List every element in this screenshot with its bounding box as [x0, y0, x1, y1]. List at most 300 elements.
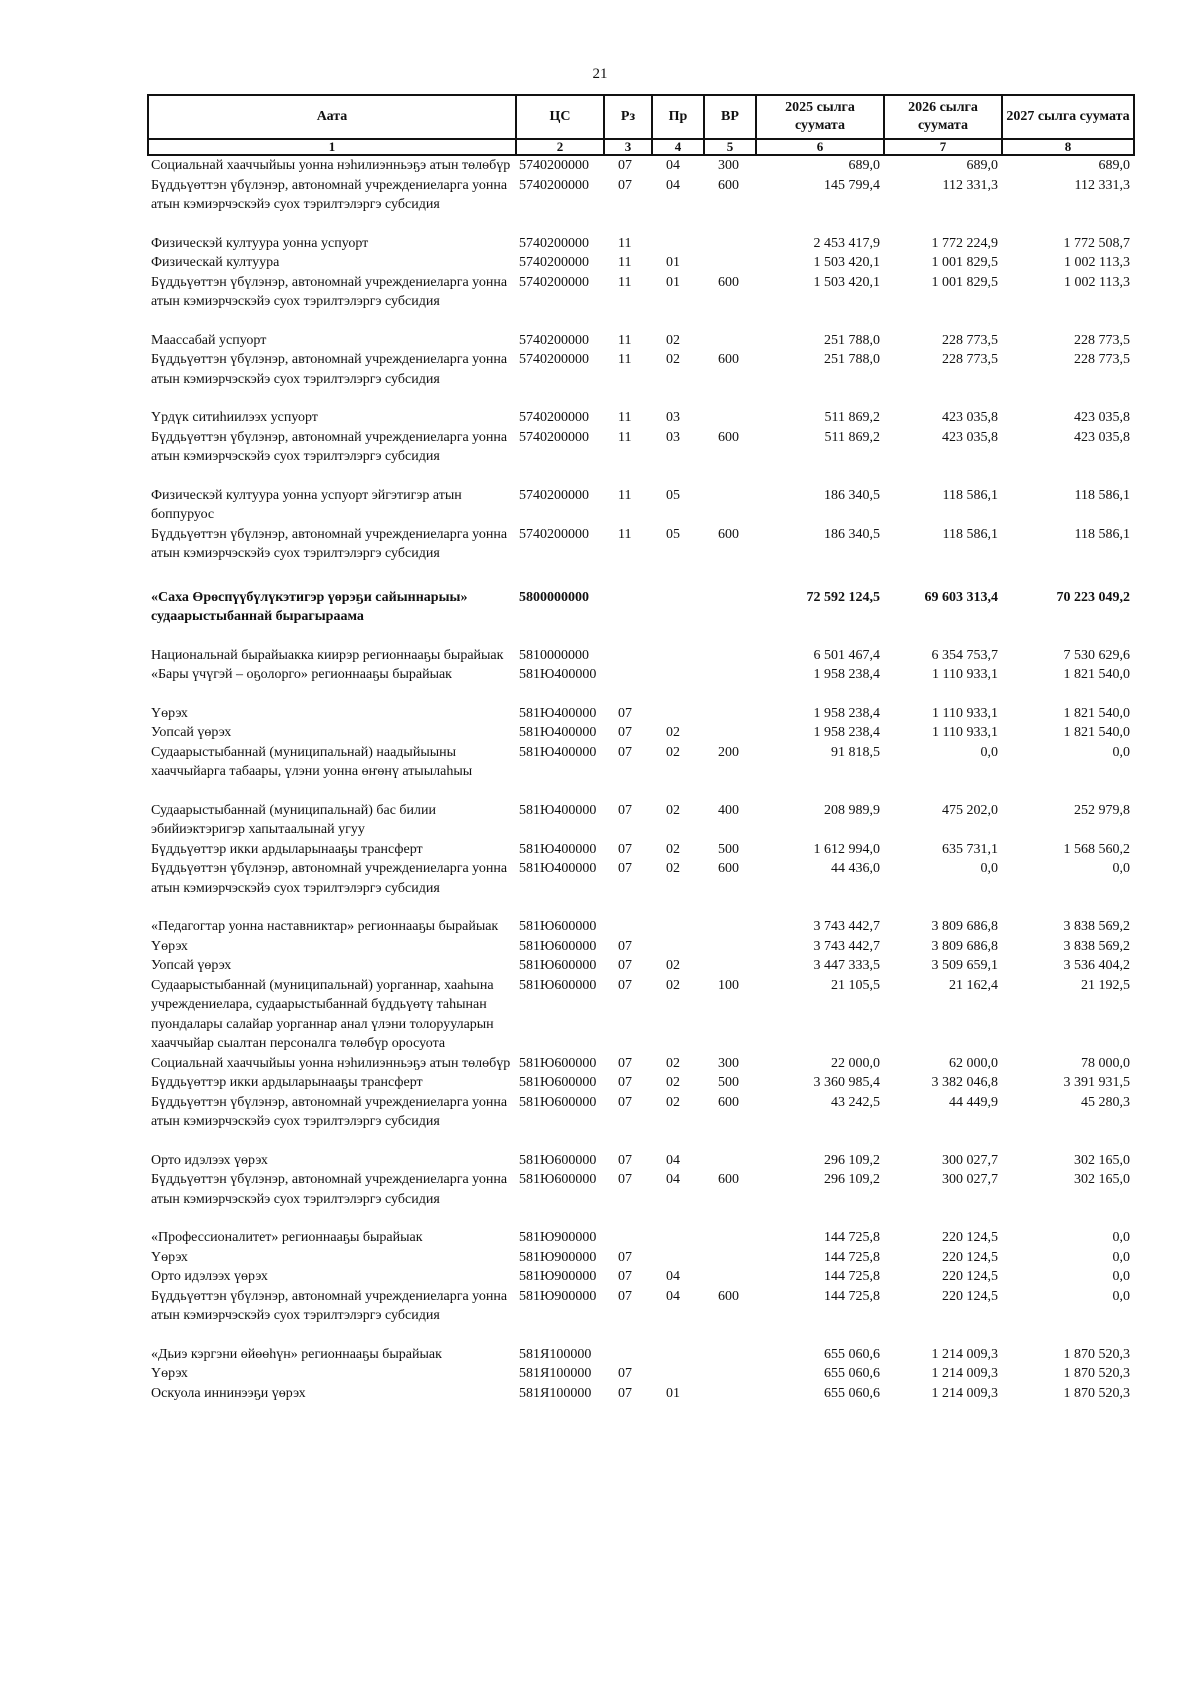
row-spacer: [148, 1209, 1134, 1228]
row-pr: [652, 1345, 704, 1365]
row-pr: 02: [666, 841, 680, 857]
row-value-2027: 3 838 569,2: [1063, 919, 1130, 934]
row-pr: 04: [666, 1152, 680, 1168]
row-pr: 02: [666, 1075, 680, 1090]
table-row: [148, 956, 1134, 976]
table-row: [148, 1151, 1134, 1171]
table-row: [148, 937, 1134, 957]
row-value-2026: 1 110 933,1: [932, 667, 998, 682]
row-value-2025: 144 725,8: [824, 1269, 880, 1284]
row-value-2025: 655 060,6: [824, 1385, 880, 1401]
row-value-2027: 21 192,5: [1081, 977, 1130, 993]
row-vr: [704, 234, 756, 254]
row-cs: 5740200000: [519, 487, 589, 503]
row-vr: 600: [718, 177, 739, 193]
row-name: Бүддьүөттэн үбүлэнэр, автономнай учреждениеларга уонна атын кэмиэрчэскэйэ суох тэрилтэлэргэ субсидия: [151, 1094, 508, 1129]
row-vr: 600: [718, 429, 739, 445]
header-2026: 2026 сылга суумата: [884, 95, 1002, 139]
row-pr: 01: [666, 255, 680, 270]
row-vr: [704, 1267, 756, 1287]
row-value-2025: 655 060,6: [824, 1346, 880, 1362]
row-spacer: [148, 1326, 1134, 1345]
row-value-2026: 220 124,5: [942, 1230, 998, 1245]
row-rz: 07: [618, 1269, 632, 1284]
row-rz: 11: [618, 526, 632, 542]
row-vr: [704, 1364, 756, 1384]
table-row: [148, 859, 1134, 898]
row-vr: 600: [718, 274, 739, 290]
row-value-2027: 7 530 629,6: [1063, 647, 1130, 663]
row-cs: 5740200000: [519, 158, 589, 173]
row-rz: 11: [618, 429, 632, 445]
row-rz: 07: [618, 1152, 632, 1168]
row-pr: [652, 588, 704, 627]
table-row: [148, 976, 1134, 1054]
row-vr: [704, 723, 756, 743]
row-cs: 581Ю600000: [519, 1172, 597, 1187]
table-row: [148, 1345, 1134, 1365]
row-cs: 581Ю900000: [519, 1288, 597, 1304]
table-row: [148, 840, 1134, 860]
row-value-2027: 1 870 520,3: [1063, 1346, 1130, 1362]
row-value-2026: 635 731,1: [942, 841, 998, 857]
row-rz: 11: [618, 332, 632, 348]
row-value-2027: 3 838 569,2: [1063, 938, 1130, 954]
row-value-2026: 1 214 009,3: [931, 1385, 998, 1401]
row-value-2026: 118 586,1: [942, 526, 998, 542]
row-cs: 5740200000: [519, 255, 589, 270]
row-value-2025: 21 105,5: [831, 977, 880, 993]
row-value-2026: 1 214 009,3: [931, 1346, 998, 1362]
row-name: Бүддьүөттэр икки ардыларынааҕы трансферт: [151, 1075, 423, 1090]
row-value-2026: 3 382 046,8: [931, 1075, 998, 1090]
table-row: [148, 253, 1134, 273]
row-rz: 07: [618, 1288, 632, 1304]
row-spacer: [148, 685, 1134, 704]
row-rz: [604, 665, 652, 685]
row-name: Үөрэх: [151, 938, 188, 954]
row-value-2025: 3 743 442,7: [813, 938, 880, 954]
row-name: Социальнай хааччыйыы уонна нэһилиэнньэҕэ атын төлөбүр: [151, 1055, 511, 1071]
row-rz: 07: [618, 177, 632, 193]
row-value-2025: 144 725,8: [824, 1288, 880, 1304]
row-cs: 581Ю400000: [519, 841, 597, 857]
row-rz: 07: [618, 158, 632, 173]
row-value-2027: 118 586,1: [1074, 526, 1130, 542]
row-cs: 581Ю600000: [519, 977, 597, 993]
row-name: Уопсай үөрэх: [151, 725, 232, 740]
row-name: «Бары үчүгэй – оҕолорго» регионнааҕы бырайыак: [151, 667, 452, 682]
row-value-2026: 69 603 313,4: [924, 589, 998, 605]
table-row: [148, 1093, 1134, 1132]
row-cs: 581Я100000: [519, 1385, 592, 1401]
row-value-2026: 300 027,7: [942, 1152, 998, 1168]
row-value-2027: 1 821 540,0: [1063, 667, 1130, 682]
row-value-2027: 45 280,3: [1081, 1094, 1130, 1110]
table-row: [148, 1248, 1134, 1268]
row-rz: 07: [618, 705, 632, 721]
row-value-2026: 220 124,5: [942, 1288, 998, 1304]
row-pr: 05: [666, 526, 680, 542]
row-vr: [704, 917, 756, 937]
row-rz: 07: [618, 938, 632, 954]
row-value-2026: 423 035,8: [942, 410, 998, 425]
row-name: Бүддьүөттэн үбүлэнэр, автономнай учреждениеларга уонна атын кэмиэрчэскэйэ суох тэрилтэлэргэ субсидия: [151, 1172, 508, 1207]
row-name: Бүддьүөттэн үбүлэнэр, автономнай учреждениеларга уонна атын кэмиэрчэскэйэ суох тэрилтэлэргэ субсидия: [151, 1288, 508, 1323]
row-pr: [652, 917, 704, 937]
row-vr: [704, 331, 756, 351]
row-vr: [704, 665, 756, 685]
row-value-2026: 21 162,4: [949, 977, 998, 993]
row-value-2025: 296 109,2: [824, 1152, 880, 1168]
row-name: Үөрэх: [151, 705, 188, 721]
row-value-2027: 423 035,8: [1074, 429, 1130, 445]
row-spacer: [148, 564, 1134, 588]
row-value-2027: 228 773,5: [1074, 352, 1130, 367]
row-rz: [604, 917, 652, 937]
row-value-2025: 208 989,9: [824, 802, 880, 818]
row-value-2026: 689,0: [966, 158, 998, 173]
row-name: Судаарыстыбаннай (муниципальнай) бас билии эбийиэктэригэр хапытаалынай угуу: [151, 802, 437, 837]
row-vr: [704, 956, 756, 976]
table-body: [148, 155, 1134, 1403]
row-name: Үөрэх: [151, 1366, 188, 1381]
row-value-2026: 1 110 933,1: [932, 725, 998, 740]
row-vr: 500: [718, 841, 739, 857]
row-pr: 02: [666, 725, 680, 740]
row-spacer: [148, 467, 1134, 486]
row-name: Үөрэх: [151, 1249, 188, 1265]
row-value-2027: 0,0: [1112, 1288, 1130, 1304]
row-value-2025: 72 592 124,5: [806, 589, 880, 605]
row-vr: [704, 704, 756, 724]
row-pr: 02: [666, 332, 680, 348]
row-cs: 581Ю600000: [519, 938, 597, 954]
row-name: Бүддьүөттэн үбүлэнэр, автономнай учреждениеларга уонна атын кэмиэрчэскэйэ суох тэрилтэлэргэ субсидия: [151, 429, 508, 464]
row-value-2026: 220 124,5: [942, 1249, 998, 1265]
row-value-2025: 689,0: [848, 158, 880, 173]
row-value-2026: 44 449,9: [949, 1094, 998, 1110]
row-value-2025: 186 340,5: [824, 526, 880, 542]
row-value-2026: 1 001 829,5: [931, 255, 998, 270]
table-row: [148, 1170, 1134, 1209]
row-value-2025: 1 503 420,1: [813, 255, 880, 270]
row-spacer: [148, 1132, 1134, 1151]
row-rz: [604, 646, 652, 666]
row-rz: 11: [618, 410, 632, 425]
row-vr: [704, 646, 756, 666]
row-vr: 100: [718, 977, 739, 993]
row-value-2026: 423 035,8: [942, 429, 998, 445]
table-row: [148, 917, 1134, 937]
row-value-2027: 3 536 404,2: [1063, 958, 1130, 973]
row-pr: [652, 234, 704, 254]
row-name: Национальнай бырайыакка киирэр регионнааҕы бырайыак: [151, 647, 504, 663]
row-value-2027: 1 568 560,2: [1063, 841, 1130, 857]
row-value-2027: 70 223 049,2: [1056, 589, 1130, 605]
row-value-2027: 1 870 520,3: [1063, 1366, 1130, 1381]
row-pr: 03: [666, 410, 680, 425]
table-row: [148, 350, 1134, 389]
row-rz: 07: [618, 1055, 632, 1071]
row-value-2027: 1 772 508,7: [1063, 235, 1130, 251]
row-value-2027: 228 773,5: [1074, 332, 1130, 348]
row-cs: 5740200000: [519, 332, 589, 348]
column-number: 8: [1002, 139, 1134, 155]
row-value-2025: 1 612 994,0: [813, 841, 880, 857]
row-value-2025: 3 360 985,4: [813, 1075, 880, 1090]
row-rz: 07: [618, 1385, 632, 1401]
row-value-2025: 655 060,6: [824, 1366, 880, 1381]
row-name: Физическай култуура: [151, 255, 280, 270]
row-value-2026: 1 001 829,5: [931, 274, 998, 290]
row-spacer: [148, 782, 1134, 801]
row-spacer: [148, 627, 1134, 646]
row-rz: 07: [618, 1172, 632, 1187]
column-number: 7: [884, 139, 1002, 155]
table-row: [148, 1267, 1134, 1287]
header-name: Аата: [148, 95, 516, 139]
row-rz: 07: [618, 1366, 632, 1381]
row-value-2025: 296 109,2: [824, 1172, 880, 1187]
column-number: 5: [704, 139, 756, 155]
row-cs: 581Ю400000: [519, 725, 597, 740]
header-cs: ЦС: [516, 95, 604, 139]
row-value-2025: 44 436,0: [831, 861, 880, 876]
row-vr: [704, 1345, 756, 1365]
row-name: Судаарыстыбаннай (муниципальнай) уорганнар, хааһына учреждениелара, судаарыстыбаннай бүддьүөтү таһынан пуондалары салайар уорганнар анал үлэни толорууларын хааччыйар сыалтан персоналга төлөбүр оросуота: [151, 977, 494, 1051]
row-pr: 01: [666, 1385, 680, 1401]
row-vr: 600: [718, 1288, 739, 1304]
table-row: [148, 1364, 1134, 1384]
row-value-2026: 228 773,5: [942, 352, 998, 367]
row-name: «Профессионалитет» регионнааҕы бырайыак: [151, 1230, 423, 1245]
row-name: Бүддьүөттэн үбүлэнэр, автономнай учреждениеларга уонна атын кэмиэрчэскэйэ суох тэрилтэлэргэ субсидия: [151, 352, 508, 387]
row-value-2025: 1 958 238,4: [813, 667, 880, 682]
row-cs: 581Ю600000: [519, 919, 597, 934]
row-pr: 04: [666, 177, 680, 193]
column-numbers-row: [148, 139, 1134, 155]
row-cs: 5740200000: [519, 410, 589, 425]
row-pr: 02: [666, 744, 680, 760]
row-pr: [652, 937, 704, 957]
row-value-2027: 1 821 540,0: [1063, 725, 1130, 740]
column-number: 1: [148, 139, 516, 155]
table-row: [148, 743, 1134, 782]
row-cs: 5740200000: [519, 274, 589, 290]
row-value-2027: 302 165,0: [1074, 1152, 1130, 1168]
row-vr: 600: [718, 352, 739, 367]
row-rz: 11: [618, 274, 632, 290]
row-value-2025: 3 743 442,7: [813, 919, 880, 934]
row-name: Бүддьүөттэн үбүлэнэр, автономнай учреждениеларга уонна атын кэмиэрчэскэйэ суох тэрилтэлэргэ субсидия: [151, 274, 508, 309]
row-value-2027: 252 979,8: [1074, 802, 1130, 818]
row-value-2026: 3 809 686,8: [931, 919, 998, 934]
row-spacer: [148, 312, 1134, 331]
table-row: [148, 525, 1134, 564]
row-value-2027: 118 586,1: [1074, 487, 1130, 503]
row-name: Бүддьүөттэн үбүлэнэр, автономнай учреждениеларга уонна атын кэмиэрчэскэйэ суох тэрилтэлэргэ субсидия: [151, 526, 508, 561]
column-number: 3: [604, 139, 652, 155]
row-vr: 600: [718, 861, 739, 876]
row-value-2025: 145 799,4: [824, 177, 880, 193]
row-value-2027: 423 035,8: [1074, 410, 1130, 425]
row-pr: [652, 704, 704, 724]
row-cs: 5740200000: [519, 526, 589, 542]
header-rz: Рз: [604, 95, 652, 139]
row-rz: 07: [618, 861, 632, 876]
table-row: [148, 408, 1134, 428]
table-row: [148, 428, 1134, 467]
row-name: Оскуола иннинээҕи үөрэх: [151, 1385, 306, 1401]
row-vr: [704, 408, 756, 428]
row-name: Физическэй култуура уонна успуорт: [151, 235, 369, 251]
row-cs: 5740200000: [519, 429, 589, 445]
table-header: [148, 95, 1134, 139]
row-value-2025: 511 869,2: [824, 429, 880, 445]
row-vr: [704, 937, 756, 957]
row-value-2025: 1 958 238,4: [813, 725, 880, 740]
table-row: [148, 155, 1134, 176]
row-value-2025: 6 501 467,4: [813, 647, 880, 663]
row-value-2026: 0,0: [980, 861, 998, 876]
row-name: «Саха Өрөспүүбүлүкэтигэр үөрэҕи сайыннарыы» судаарыстыбаннай бырагыраама: [151, 589, 468, 624]
row-spacer: [148, 215, 1134, 234]
row-vr: 500: [718, 1075, 739, 1090]
row-pr: 04: [666, 1172, 680, 1187]
row-cs: 581Ю400000: [519, 667, 597, 682]
row-vr: 300: [718, 1055, 739, 1071]
row-value-2027: 1 002 113,3: [1064, 274, 1130, 290]
row-vr: 600: [718, 1094, 739, 1110]
row-rz: [604, 588, 652, 627]
row-cs: 5740200000: [519, 352, 589, 367]
table-row: [148, 723, 1134, 743]
column-number: 4: [652, 139, 704, 155]
page-number: 21: [592, 66, 608, 82]
row-vr: [704, 1248, 756, 1268]
row-value-2025: 251 788,0: [824, 332, 880, 348]
row-name: «Дьиэ кэргэни өйөөһүн» регионнааҕы бырайыак: [151, 1346, 442, 1362]
row-value-2026: 0,0: [980, 744, 998, 760]
row-cs: 581Ю600000: [519, 1094, 597, 1110]
row-value-2025: 511 869,2: [824, 410, 880, 425]
row-pr: 05: [666, 487, 680, 503]
row-vr: 300: [718, 158, 739, 173]
row-cs: 5800000000: [519, 589, 589, 605]
row-rz: [604, 1345, 652, 1365]
row-value-2025: 144 725,8: [824, 1230, 880, 1245]
row-value-2027: 302 165,0: [1074, 1172, 1130, 1187]
row-cs: 5740200000: [519, 177, 589, 193]
row-pr: 02: [666, 861, 680, 876]
row-vr: 600: [718, 526, 739, 542]
row-rz: 07: [618, 977, 632, 993]
row-name: Бүддьүөттэн үбүлэнэр, автономнай учреждениеларга уонна атын кэмиэрчэскэйэ суох тэрилтэлэргэ субсидия: [151, 861, 508, 896]
row-rz: [604, 1228, 652, 1248]
row-vr: 600: [718, 1172, 739, 1187]
row-value-2026: 475 202,0: [942, 802, 998, 818]
budget-table: [147, 94, 1135, 1403]
row-cs: 5810000000: [519, 647, 589, 663]
row-vr: [704, 1228, 756, 1248]
row-cs: 581Ю400000: [519, 861, 597, 876]
header-pr: Пр: [652, 95, 704, 139]
row-value-2026: 6 354 753,7: [931, 647, 998, 663]
row-value-2027: 0,0: [1112, 744, 1130, 760]
table-row: [148, 234, 1134, 254]
row-pr: 04: [666, 1288, 680, 1304]
table-row: [148, 704, 1134, 724]
row-cs: 581Ю400000: [519, 705, 597, 721]
row-pr: 02: [666, 352, 680, 367]
row-pr: [652, 1228, 704, 1248]
row-name: Үрдүк ситиһиилээх успуорт: [151, 410, 318, 425]
table-row: [148, 646, 1134, 666]
row-value-2025: 251 788,0: [824, 352, 880, 367]
row-name: Бүддьүөттэр икки ардыларынааҕы трансферт: [151, 841, 423, 857]
row-cs: 581Ю600000: [519, 1075, 597, 1090]
row-pr: 02: [666, 977, 680, 993]
row-pr: [652, 1364, 704, 1384]
row-value-2026: 1 772 224,9: [931, 235, 998, 251]
row-vr: [704, 1151, 756, 1171]
row-pr: 02: [666, 958, 680, 973]
row-value-2026: 1 214 009,3: [931, 1366, 998, 1381]
row-cs: 581Ю600000: [519, 958, 597, 973]
row-name: Маассабай успуорт: [151, 332, 267, 348]
row-value-2027: 0,0: [1112, 1269, 1130, 1284]
row-value-2025: 1 503 420,1: [813, 274, 880, 290]
row-cs: 581Ю900000: [519, 1249, 597, 1265]
row-rz: 07: [618, 1075, 632, 1090]
row-name: Уопсай үөрэх: [151, 958, 232, 973]
row-value-2025: 186 340,5: [824, 487, 880, 503]
row-pr: [652, 646, 704, 666]
column-number: 2: [516, 139, 604, 155]
row-value-2026: 1 110 933,1: [932, 705, 998, 721]
row-cs: 581Ю400000: [519, 802, 597, 818]
row-rz: 07: [618, 841, 632, 857]
row-value-2026: 118 586,1: [942, 487, 998, 503]
row-value-2025: 2 453 417,9: [813, 235, 880, 251]
row-value-2027: 689,0: [1098, 158, 1130, 173]
row-value-2025: 22 000,0: [831, 1055, 880, 1071]
row-value-2026: 3 509 659,1: [931, 958, 998, 973]
row-pr: 04: [666, 1269, 680, 1284]
row-value-2027: 1 821 540,0: [1063, 705, 1130, 721]
header-2027: 2027 сылга суумата: [1002, 95, 1134, 139]
row-rz: 07: [618, 1249, 632, 1265]
row-rz: 07: [618, 744, 632, 760]
row-value-2027: 0,0: [1112, 1249, 1130, 1265]
row-value-2026: 3 809 686,8: [931, 938, 998, 954]
row-rz: 07: [618, 958, 632, 973]
row-pr: [652, 665, 704, 685]
row-name: Бүддьүөттэн үбүлэнэр, автономнай учреждениеларга уонна атын кэмиэрчэскэйэ суох тэрилтэлэргэ субсидия: [151, 177, 508, 212]
row-cs: 581Ю600000: [519, 1055, 597, 1071]
table-row: [148, 331, 1134, 351]
row-rz: 11: [618, 235, 632, 251]
row-pr: 03: [666, 429, 680, 445]
table-row: [148, 1287, 1134, 1326]
row-value-2027: 3 391 931,5: [1063, 1075, 1130, 1090]
row-pr: 02: [666, 802, 680, 818]
table-row: [148, 801, 1134, 840]
row-rz: 11: [618, 352, 632, 367]
row-pr: 04: [666, 158, 680, 173]
row-vr: [704, 486, 756, 525]
